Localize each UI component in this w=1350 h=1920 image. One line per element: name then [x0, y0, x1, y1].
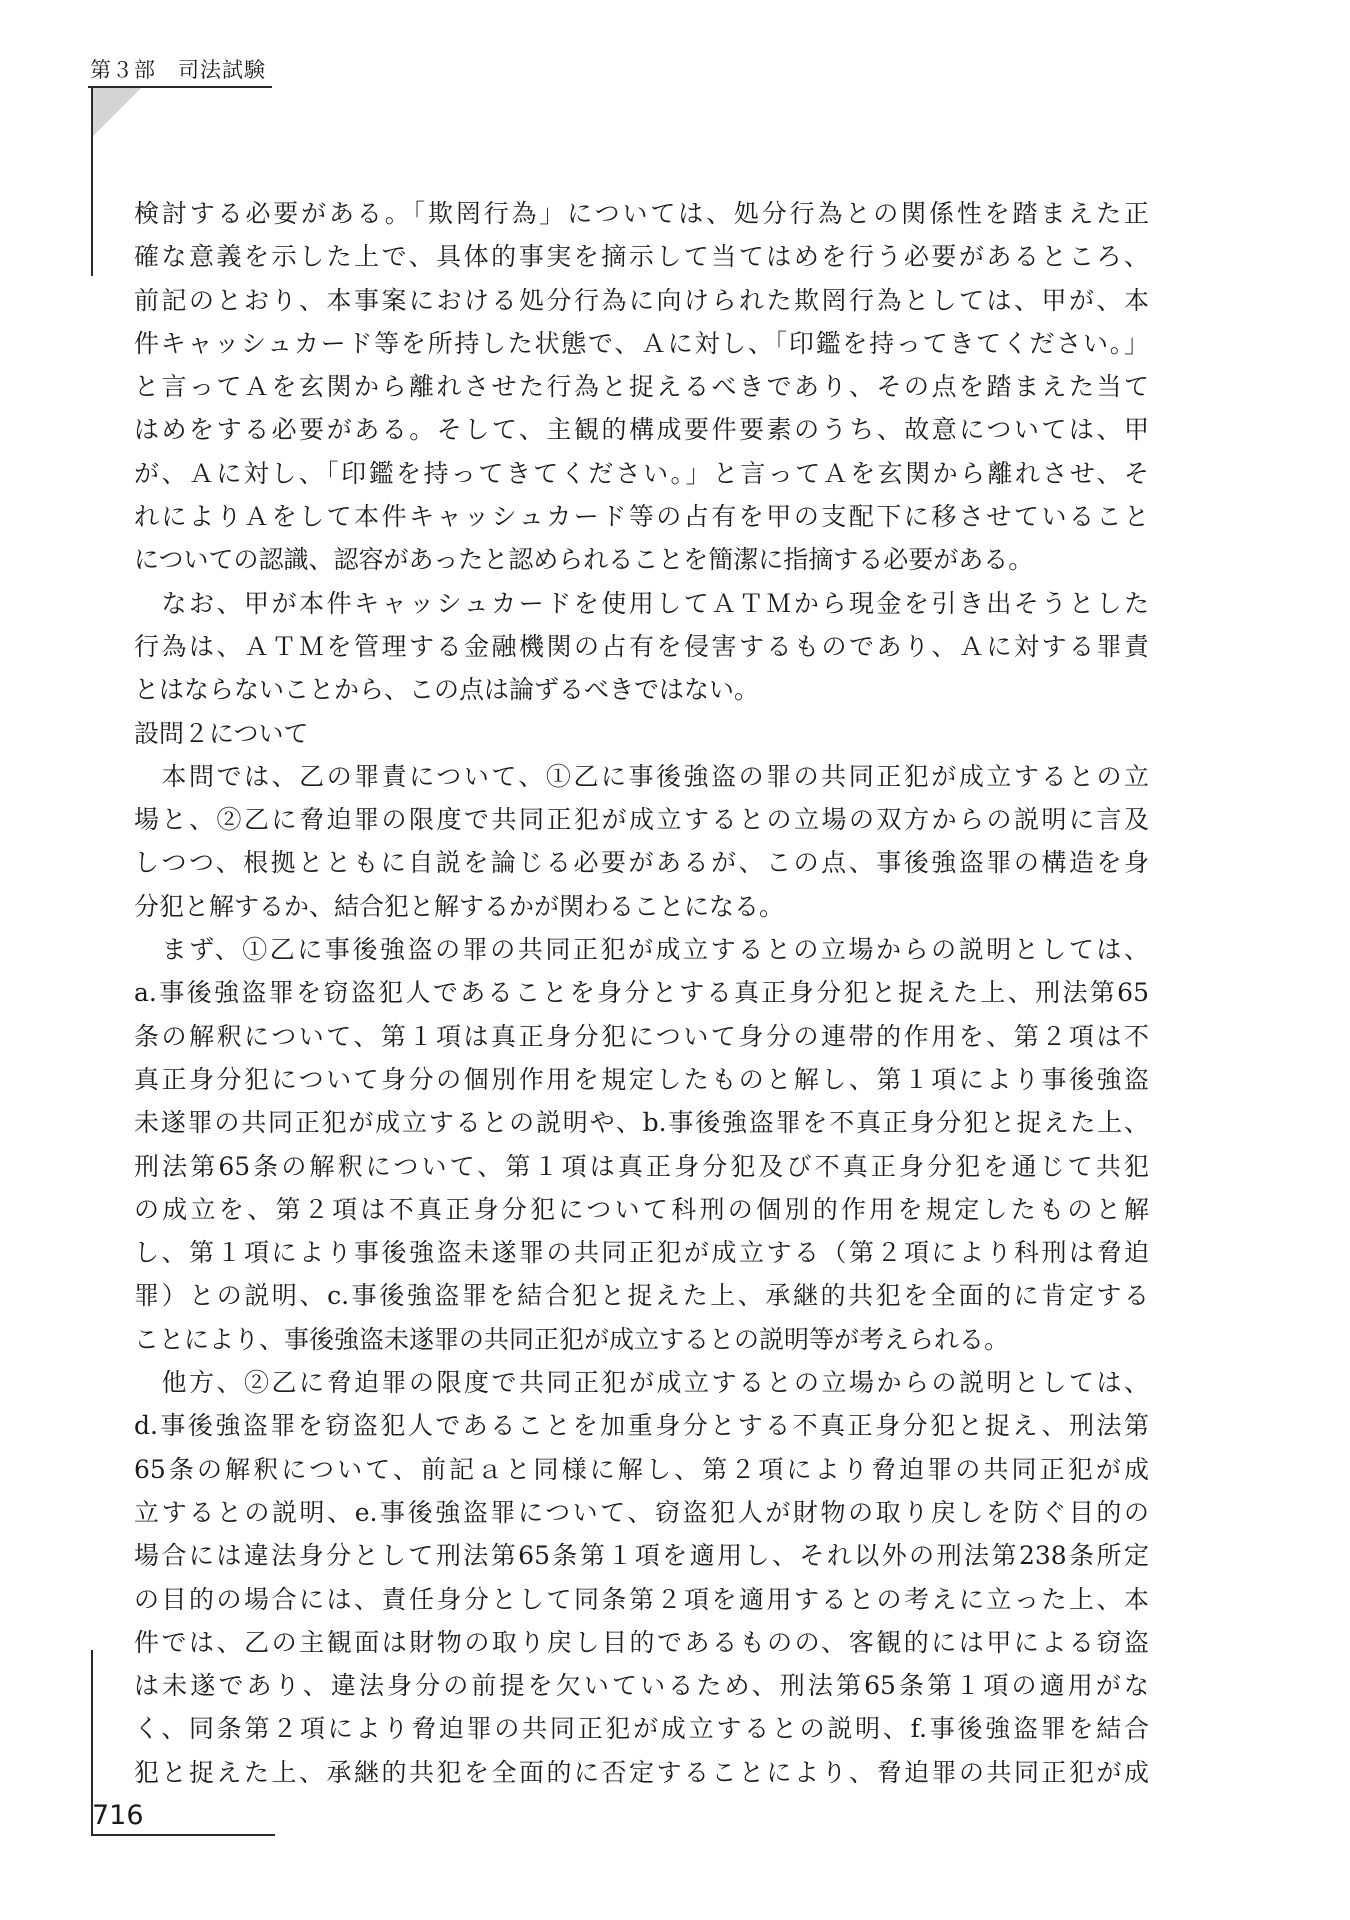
text-line: 未遂罪の共同正犯が成立するとの説明や、b.事後強盗罪を不真正身分犯と捉えた上、: [134, 1108, 1149, 1138]
text-line: れによりＡをして本件キャッシュカード等の占有を甲の支配下に移させていること: [134, 502, 1149, 532]
text-line: についての認識、認容があったと認められることを簡潔に指摘する必要がある。: [134, 545, 1034, 575]
text-line: 確な意義を示した上で、具体的事実を摘示して当てはめを行う必要があるところ、: [134, 242, 1149, 272]
text-line: 前記のとおり、本事案における処分行為に向けられた欺罔行為としては、甲が、本: [134, 285, 1149, 315]
text-line: 件キャッシュカード等を所持した状態で、Ａに対し、「印鑑を持ってきてください。」: [134, 328, 1149, 358]
text-line: の成立を、第２項は不真正身分犯について科刑の個別的作用を規定したものと解: [134, 1194, 1149, 1224]
text-line: ことにより、事後強盗未遂罪の共同正犯が成立するとの説明等が考えられる。: [134, 1324, 1010, 1354]
side-rule-top: [91, 88, 93, 276]
text-line: 条の解釈について、第１項は真正身分犯について身分の連帯的作用を、第２項は不: [134, 1021, 1149, 1051]
text-line: 真正身分犯について身分の個別作用を規定したものと解し、第１項により事後強盗: [134, 1064, 1149, 1094]
text-line: と言ってＡを玄関から離れさせた行為と捉えるべきであり、その点を踏まえた当て: [134, 372, 1149, 402]
text-line: し、第１項により事後強盗未遂罪の共同正犯が成立する（第２項により科刑は脅迫: [134, 1238, 1149, 1268]
text-line: 他方、②乙に脅迫罪の限度で共同正犯が成立するとの立場からの説明としては、: [134, 1368, 1149, 1398]
text-line: 場と、②乙に脅迫罪の限度で共同正犯が成立するとの立場の双方からの説明に言及: [134, 805, 1149, 835]
running-header: 第３部 司法試験: [90, 58, 266, 82]
text-line: 立するとの説明、e.事後強盗罪について、窃盗犯人が財物の取り戻しを防ぐ目的の: [134, 1497, 1149, 1527]
body-text: [134, 192, 1149, 1794]
text-line: しつつ、根拠とともに自説を論じる必要があるが、この点、事後強盗罪の構造を身: [134, 848, 1149, 878]
text-line: は未遂であり、違法身分の前提を欠いているため、刑法第65条第１項の適用がな: [134, 1671, 1149, 1701]
page-number: 716: [92, 1800, 144, 1831]
text-line: 本問では、乙の罪責について、①乙に事後強盗の罪の共同正犯が成立するとの立: [134, 761, 1149, 791]
text-line: まず、①乙に事後強盗の罪の共同正犯が成立するとの立場からの説明としては、: [134, 935, 1149, 965]
text-line: 65条の解釈について、前記ａと同様に解し、第２項により脅迫罪の共同正犯が成: [134, 1454, 1149, 1484]
text-line: a.事後強盗罪を窃盗犯人であることを身分とする真正身分犯と捉えた上、刑法第65: [134, 978, 1149, 1008]
text-line: 分犯と解するか、結合犯と解するかが関わることになる。: [134, 891, 785, 921]
text-line: 件では、乙の主観面は財物の取り戻し目的であるものの、客観的には甲による窃盗: [134, 1627, 1149, 1657]
footer-rule: [91, 1834, 275, 1836]
text-line: 刑法第65条の解釈について、第１項は真正身分犯及び不真正身分犯を通じて共犯: [134, 1151, 1149, 1181]
text-line: 場合には違法身分として刑法第65条第１項を適用し、それ以外の刑法第238条所定: [134, 1541, 1149, 1571]
text-line: はめをする必要がある。そして、主観的構成要件要素のうち、故意については、甲: [134, 415, 1149, 445]
text-line: d.事後強盗罪を窃盗犯人であることを加重身分とする不真正身分犯と捉え、刑法第: [134, 1411, 1149, 1441]
text-line: なお、甲が本件キャッシュカードを使用してＡＴＭから現金を引き出そうとした: [134, 588, 1149, 618]
text-line: く、同条第２項により脅迫罪の共同正犯が成立するとの説明、f.事後強盗罪を結合: [134, 1714, 1149, 1744]
section-heading: 設問２について: [134, 718, 309, 748]
text-line: 罪）との説明、c.事後強盗罪を結合犯と捉えた上、承継的共犯を全面的に肯定する: [134, 1281, 1149, 1311]
text-line: 検討する必要がある。「欺罔行為」については、処分行為との関係性を踏まえた正: [134, 199, 1149, 228]
text-line: 行為は、ＡＴＭを管理する金融機関の占有を侵害するものであり、Ａに対する罪責: [134, 631, 1149, 661]
text-line: の目的の場合には、責任身分として同条第２項を適用するとの考えに立った上、本: [134, 1584, 1149, 1614]
text-line: 犯と捉えた上、承継的共犯を全面的に否定することにより、脅迫罪の共同正犯が成: [134, 1757, 1149, 1787]
corner-tab: [93, 88, 141, 136]
text-line: とはならないことから、この点は論ずるべきではない。: [134, 675, 760, 705]
text-line: が、Ａに対し、「印鑑を持ってきてください。」と言ってＡを玄関から離れさせ、そ: [134, 458, 1149, 488]
